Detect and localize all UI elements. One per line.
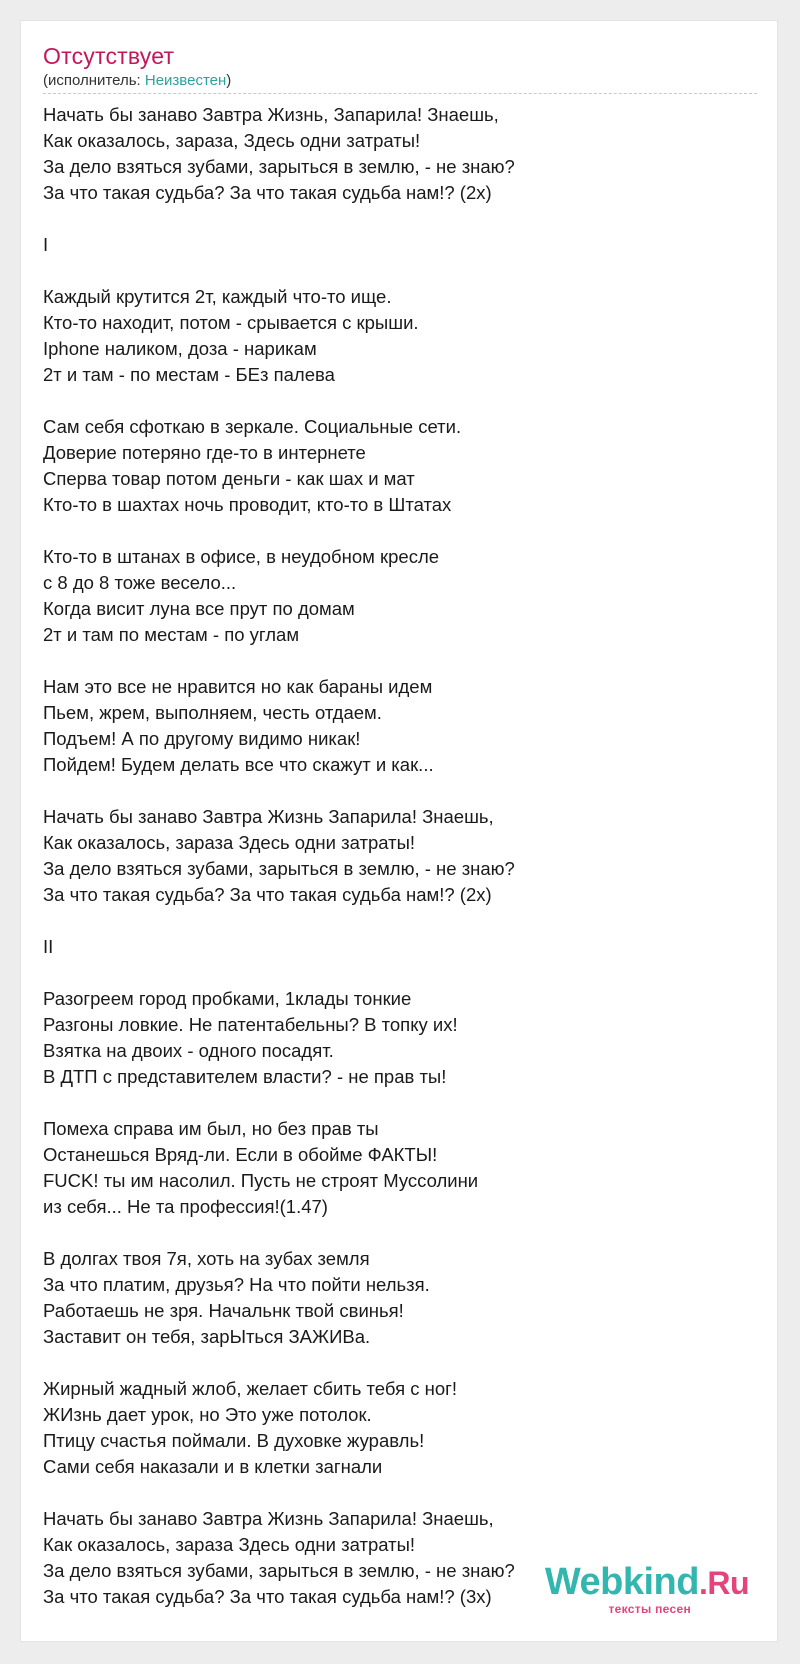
lyric-line: За что такая судьба? За что такая судьба нам!? (3х) [43,1586,492,1607]
lyric-line: Начать бы занаво Завтра Жизнь, Запарила! Знаешь, [43,104,499,125]
lyric-line: Помеха справа им был, но без прав ты [43,1118,379,1139]
webkind-brand-tld: .Ru [698,1565,749,1601]
lyric-line: Доверие потеряно где-то в интернете [43,442,366,463]
lyric-line: Жирный жадный жлоб, желает сбить тебя с ног! [43,1378,458,1399]
lyric-line [43,960,743,986]
lyric-line: Сам себя сфоткаю в зеркале. Социальные сети. [43,416,462,437]
lyric-line: Подъем! А по другому видимо никак! [43,728,361,749]
webkind-logo [519,1563,749,1621]
artist-link[interactable]: Неизвестен [144,72,227,89]
artist-suffix: ) [226,72,232,89]
lyric-line [43,518,743,544]
lyric-line: Заставит он тебя, зарЫться ЗАЖИВа. [43,1326,371,1347]
lyric-line: Разогреем город пробками, 1клады тонкие [43,988,412,1009]
lyric-line: Пойдем! Будем делать все что скажут и как... [43,754,434,775]
lyric-line: Кто-то в шахтах ночь проводит, кто-то в Штатах [43,494,452,515]
lyric-line: I [43,234,49,255]
lyric-line: В долгах твоя 7я, хоть на зубах земля [43,1248,370,1269]
lyric-line: с 8 до 8 тоже весело... [43,572,237,593]
lyric-line: Останешься Вряд-ли. Если в обойме ФАКТЫ! [43,1144,438,1165]
lyric-line: За дело взяться зубами, зарыться в землю, - не знаю? [43,1560,515,1581]
lyric-line: ЖИзнь дает урок, но Это уже потолок. [43,1404,372,1425]
lyric-line [43,1220,743,1246]
webkind-brand-main: Webkind [544,1561,699,1603]
lyric-line: Кто-то в штанах в офисе, в неудобном кресле [43,546,440,567]
lyric-line: 2т и там по местам - по углам [43,624,300,645]
lyric-line: Разгоны ловкие. Не патентабельны? В топку их! [43,1014,458,1035]
lyric-line [43,648,743,674]
lyric-line: За что такая судьба? За что такая судьба нам!? (2х) [43,884,492,905]
artist-prefix: (исполнитель: [43,72,145,89]
lyric-line [43,258,743,284]
lyric-line: Как оказалось, зараза Здесь одни затраты! [43,832,416,853]
lyric-line: Сами себя наказали и в клетки загнали [43,1456,383,1477]
lyric-line [43,1350,743,1376]
lyrics-page [20,20,778,1642]
lyric-line: Как оказалось, зараза Здесь одни затраты! [43,1534,416,1555]
lyric-line: Работаешь не зря. Начальнк твой свинья! [43,1300,404,1321]
lyric-line [43,1480,743,1506]
lyric-line [43,778,743,804]
lyric-line [43,908,743,934]
lyric-line: За дело взяться зубами, зарыться в землю, - не знаю? [43,156,515,177]
lyric-line: Начать бы занаво Завтра Жизнь Запарила! Знаешь, [43,806,494,827]
lyric-line: Кто-то находит, потом - срывается с крыши. [43,312,419,333]
artist-line [43,72,231,89]
lyric-line [43,388,743,414]
lyric-line: II [43,936,54,957]
lyric-line: За дело взяться зубами, зарыться в землю, - не знаю? [43,858,515,879]
lyric-line: Пьем, жрем, выполняем, честь отдаем. [43,702,382,723]
webkind-tagline: тексты песен [608,1602,691,1616]
lyric-line: Iphone наликом, доза - нарикам [43,338,317,359]
lyric-line: Птицу счастья поймали. В духовке журавль! [43,1430,425,1451]
lyrics-text [43,102,743,1610]
title-divider [43,93,757,94]
lyric-line: из себя... Не та профессия!(1.47) [43,1196,328,1217]
lyric-line: За что платим, друзья? На что пойти нельзя. [43,1274,430,1295]
lyric-line: Как оказалось, зараза, Здесь одни затраты! [43,130,421,151]
lyric-line: 2т и там - по местам - БЕз палева [43,364,335,385]
lyric-line: В ДТП с представителем власти? - не прав ты! [43,1066,447,1087]
lyric-line: Каждый крутится 2т, каждый что-то ище. [43,286,392,307]
lyric-line: За что такая судьба? За что такая судьба нам!? (2х) [43,182,492,203]
lyric-line [43,206,743,232]
lyric-line: FUCK! ты им насолил. Пусть не строят Муссолини [43,1170,479,1191]
webkind-brand [545,1563,749,1601]
lyric-line: Начать бы занаво Завтра Жизнь Запарила! Знаешь, [43,1508,494,1529]
lyric-line: Сперва товар потом деньги - как шах и мат [43,468,415,489]
song-title: Отсутствует [43,43,175,69]
lyric-line: Когда висит луна все прут по домам [43,598,355,619]
lyric-line: Взятка на двоих - одного посадят. [43,1040,334,1061]
lyric-line: Нам это все не нравится но как бараны идем [43,676,433,697]
lyric-line [43,1090,743,1116]
